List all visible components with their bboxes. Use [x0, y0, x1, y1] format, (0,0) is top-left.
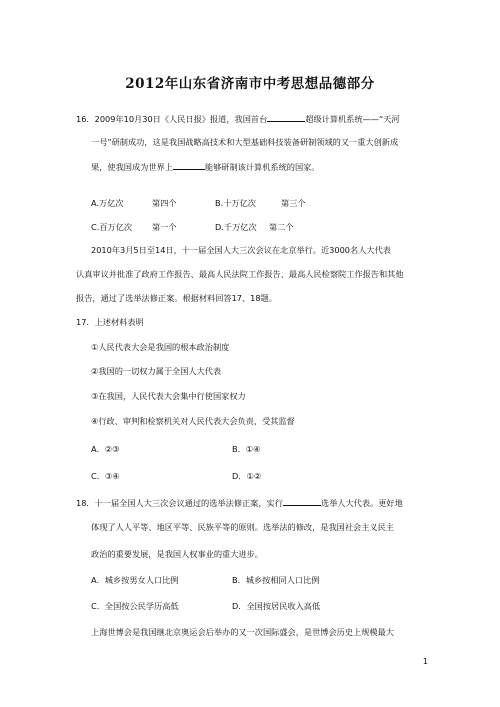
q17-statement-1: ①人民代表大会是我国的根本政治制度	[91, 342, 230, 352]
next-material-line: 上海世博会是我国继北京奥运会后举办的又一次国际盛会，是世博会历史上规模最大	[91, 627, 394, 637]
q18-option-b: B．城乡按相同人口比例	[232, 575, 320, 585]
q17-stem: 17．上述材料表明	[76, 317, 144, 327]
q16-text: 果，使我国成为世界上	[91, 162, 173, 172]
q18-option-c: C．全国按公民学历高低	[91, 601, 179, 611]
q16-line-1	[76, 113, 400, 125]
q16-option-a	[91, 198, 124, 209]
q17-statement-2: ②我国的一切权力属于全国人大代表	[91, 366, 222, 376]
material-line-3: 报告，通过了选举法修正案。根据材料回答17、18题。	[76, 293, 277, 303]
answer-blank	[283, 497, 321, 506]
q17-statement-3: ③在我国，人民代表大会集中行使国家权力	[91, 391, 246, 401]
answer-blank	[267, 113, 305, 122]
q17-option-a: A．②③	[91, 444, 120, 454]
q16-option-b: B.十万亿次	[215, 198, 256, 208]
document-title: 2012年山东省济南市中考思想品德部分	[125, 76, 375, 92]
q16-line-2: 一号”研制成功，这是我国战略高技术和大型基础科技装备研制领域的又一重大创新成	[91, 137, 399, 147]
q16-option-c-extra: 第一个	[152, 222, 177, 232]
q16-text: 能够研制该计算机系统的国家。	[204, 162, 320, 172]
q16-option-c: C.百万亿次	[91, 222, 133, 232]
q17-option-c: C．③④	[91, 471, 120, 481]
q18-line-3: 政治的重要发展，是我国人权事业的重大进步。	[91, 549, 263, 559]
q16-text: 16．2009年10月30日《人民日报》报道，我国首台	[76, 114, 268, 124]
q16-text: 超级计算机系统——“天河	[305, 114, 400, 124]
q18-text: 18．十一届全国人大三次会议通过的选举法修正案，实行	[76, 498, 283, 508]
page-number: 1	[422, 657, 428, 666]
option-label: A.万亿次	[91, 198, 124, 208]
q17-option-b: B．①④	[232, 444, 261, 454]
q16-line-3	[91, 161, 320, 173]
q17-statement-4: ④行政、审判和检察机关对人民代表大会负责，受其监督	[91, 416, 295, 426]
q16-option-b-extra: 第三个	[281, 198, 306, 208]
q18-line-1	[76, 497, 403, 509]
q18-text: 选举人大代表。更好地	[320, 498, 403, 508]
q16-option-a-extra: 第四个	[152, 198, 177, 208]
q16-option-d: D.千万亿次	[215, 222, 257, 232]
q18-option-a: A．城乡按男女人口比例	[91, 575, 179, 585]
q18-option-d: D．全国按居民收入高低	[232, 601, 321, 611]
answer-blank	[173, 161, 205, 170]
q16-option-d-extra: 第二个	[269, 222, 294, 232]
q18-line-2: 体现了人人平等、地区平等、民族平等的原则。选举法的修改，是我国社会主义民主	[91, 522, 394, 532]
q17-option-d: D．①②	[232, 471, 262, 481]
material-line-1: 2010年3月5日至14日，十一届全国人大三次会议在北京举行。近3000名人大代表	[91, 245, 391, 255]
material-line-2: 认真审议并批准了政府工作报告、最高人民法院工作报告、最高人民检察院工作报告和其他	[76, 269, 404, 279]
